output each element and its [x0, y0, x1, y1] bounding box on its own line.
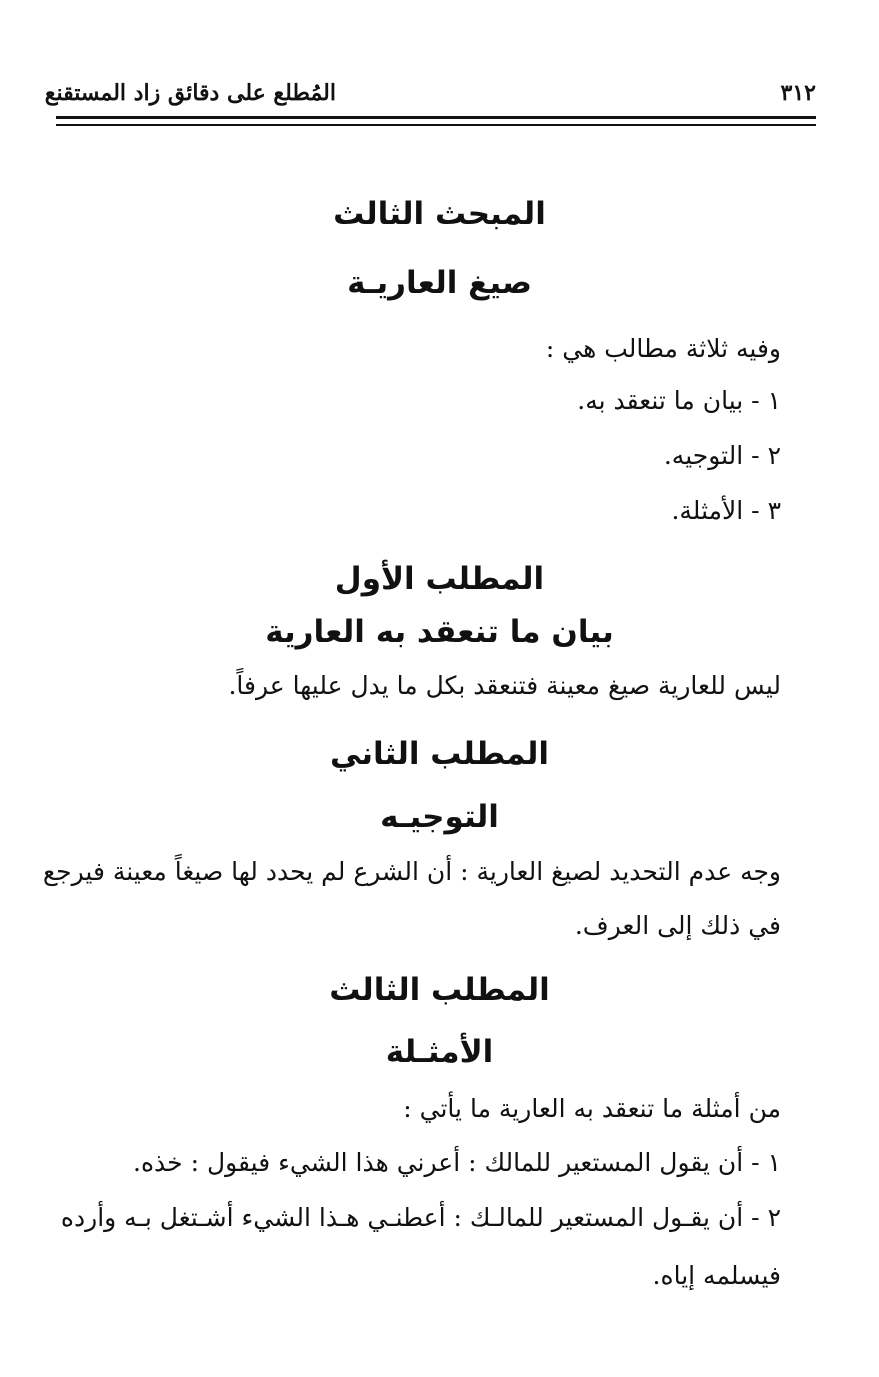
example-item: ١ - أن يقول المستعير للمالك : أعرني هذا الشيء فيقول : خذه. — [133, 1148, 781, 1177]
section-title-second: التوجيـه — [380, 799, 499, 835]
page-number: ٣١٢ — [780, 80, 816, 106]
header-rule-thin — [56, 124, 816, 126]
paragraph: في ذلك إلى العرف. — [574, 911, 781, 940]
list-item: ٣ - الأمثلة. — [671, 496, 781, 525]
section-heading-third: المطلب الثالث — [329, 972, 550, 1008]
header-rule-thick — [56, 116, 816, 119]
running-header — [44, 80, 816, 120]
chapter-heading: المبحث الثالث — [333, 196, 546, 232]
paragraph: وجه عدم التحديد لصيغ العارية : أن الشرع لم يحدد لها صيغاً معينة فيرجع — [42, 857, 781, 886]
section-title-third: الأمثـلة — [385, 1034, 494, 1070]
intro-text: وفيه ثلاثة مطالب هي : — [545, 334, 781, 363]
paragraph: ليس للعارية صيغ معينة فتنعقد بكل ما يدل عليها عرفاً. — [228, 671, 781, 700]
paragraph: من أمثلة ما تنعقد به العارية ما يأتي : — [403, 1094, 781, 1123]
book-title: المُطلع على دقائق زاد المستقنع — [44, 80, 336, 106]
example-item: ٢ - أن يقـول المستعير للمالـك : أعطنـي هـذا الشيء أشـتغل بـه وأرده — [60, 1203, 781, 1232]
section-heading-first: المطلب الأول — [334, 561, 545, 597]
section-heading-second: المطلب الثاني — [329, 736, 550, 772]
list-item: ٢ - التوجيه. — [663, 441, 781, 470]
chapter-title: صيغ العاريـة — [347, 265, 532, 301]
list-item: ١ - بيان ما تنعقد به. — [577, 386, 781, 415]
section-title-first: بيان ما تنعقد به العارية — [265, 614, 614, 650]
paragraph: فيسلمه إياه. — [652, 1261, 781, 1290]
